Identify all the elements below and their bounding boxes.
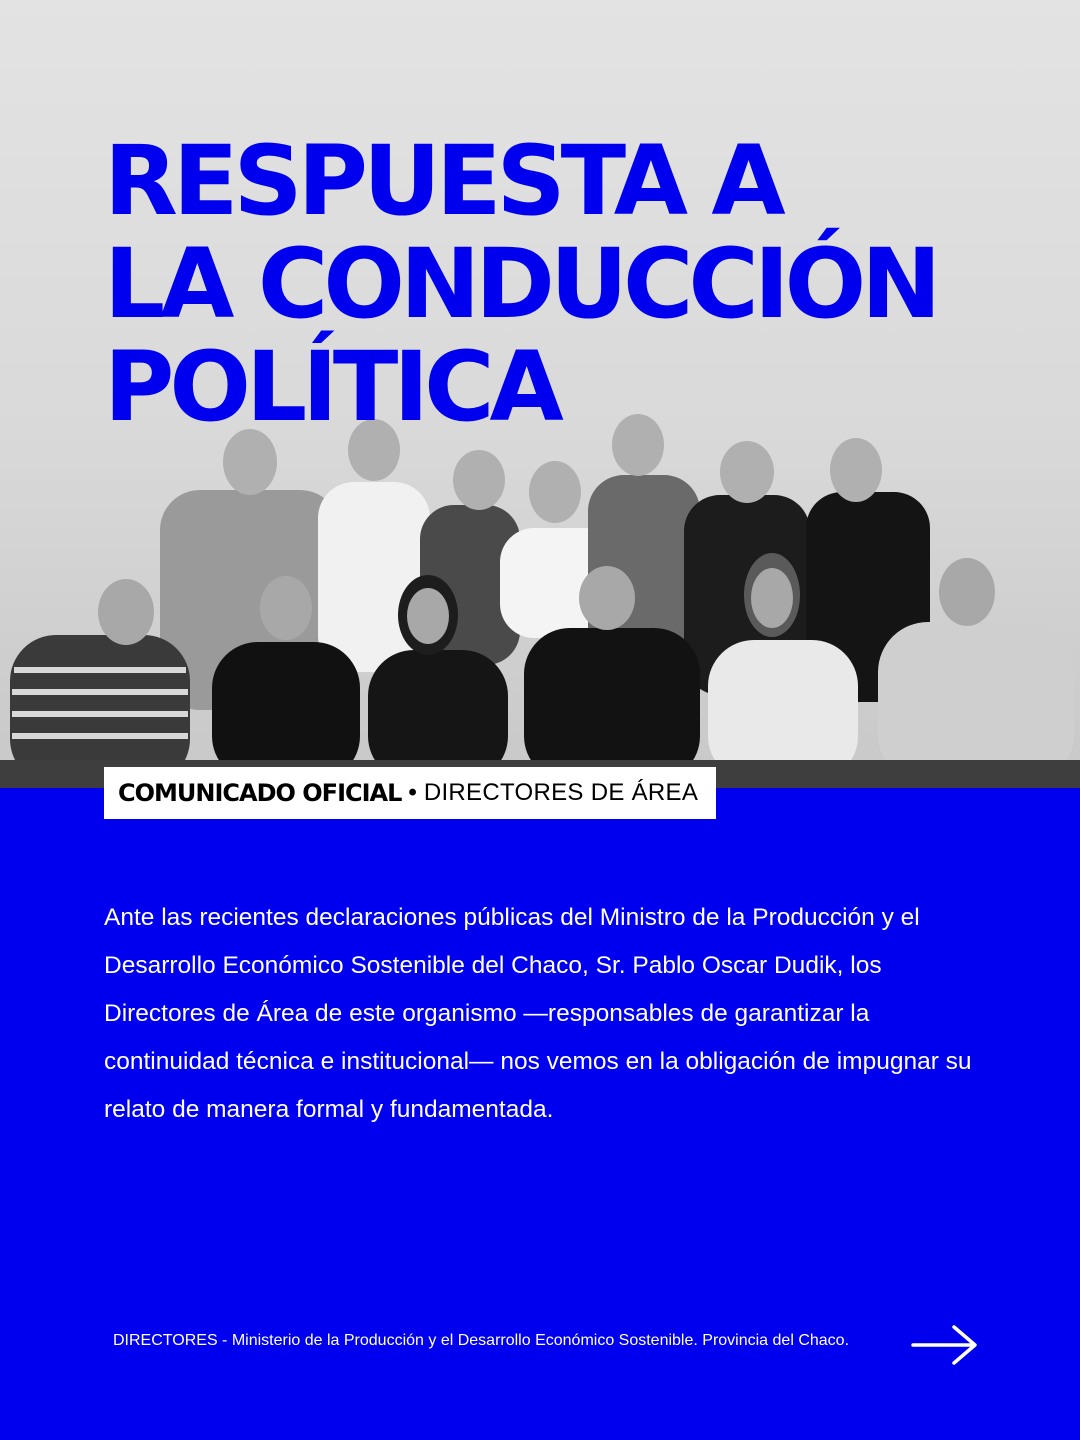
headline-line-2: LA CONDUCCIÓN [104,228,937,340]
statement-paragraph: Ante las recientes declaraciones públicas del Ministro de la Producción y el Desarrollo Económico Sostenible del Chaco, Sr. Pablo Oscar Dudik, los Directores de Área de este organismo —responsables de garantizar la continuidad técnica e institucional— nos vemos en la obligación de impugnar su relato de manera formal y fundamentada. [104,904,972,1123]
footer-credit: DIRECTORES - Ministerio de la Producción y el Desarrollo Económico Sostenible. Provincia del Chaco. [113,1332,850,1349]
headline-line-3: POLÍTICA [104,331,559,443]
tag-label: DIRECTORES DE ÁREA [423,779,699,806]
headline-line-1: RESPUESTA A [104,125,781,237]
arrow-right-icon-graphic [910,1322,980,1368]
tag-separator: • [408,779,417,806]
arrow-right-icon[interactable] [910,1322,980,1368]
category-tag [104,767,716,819]
headline [104,125,937,443]
tag-strong-label: COMUNICADO OFICIAL [118,779,402,807]
